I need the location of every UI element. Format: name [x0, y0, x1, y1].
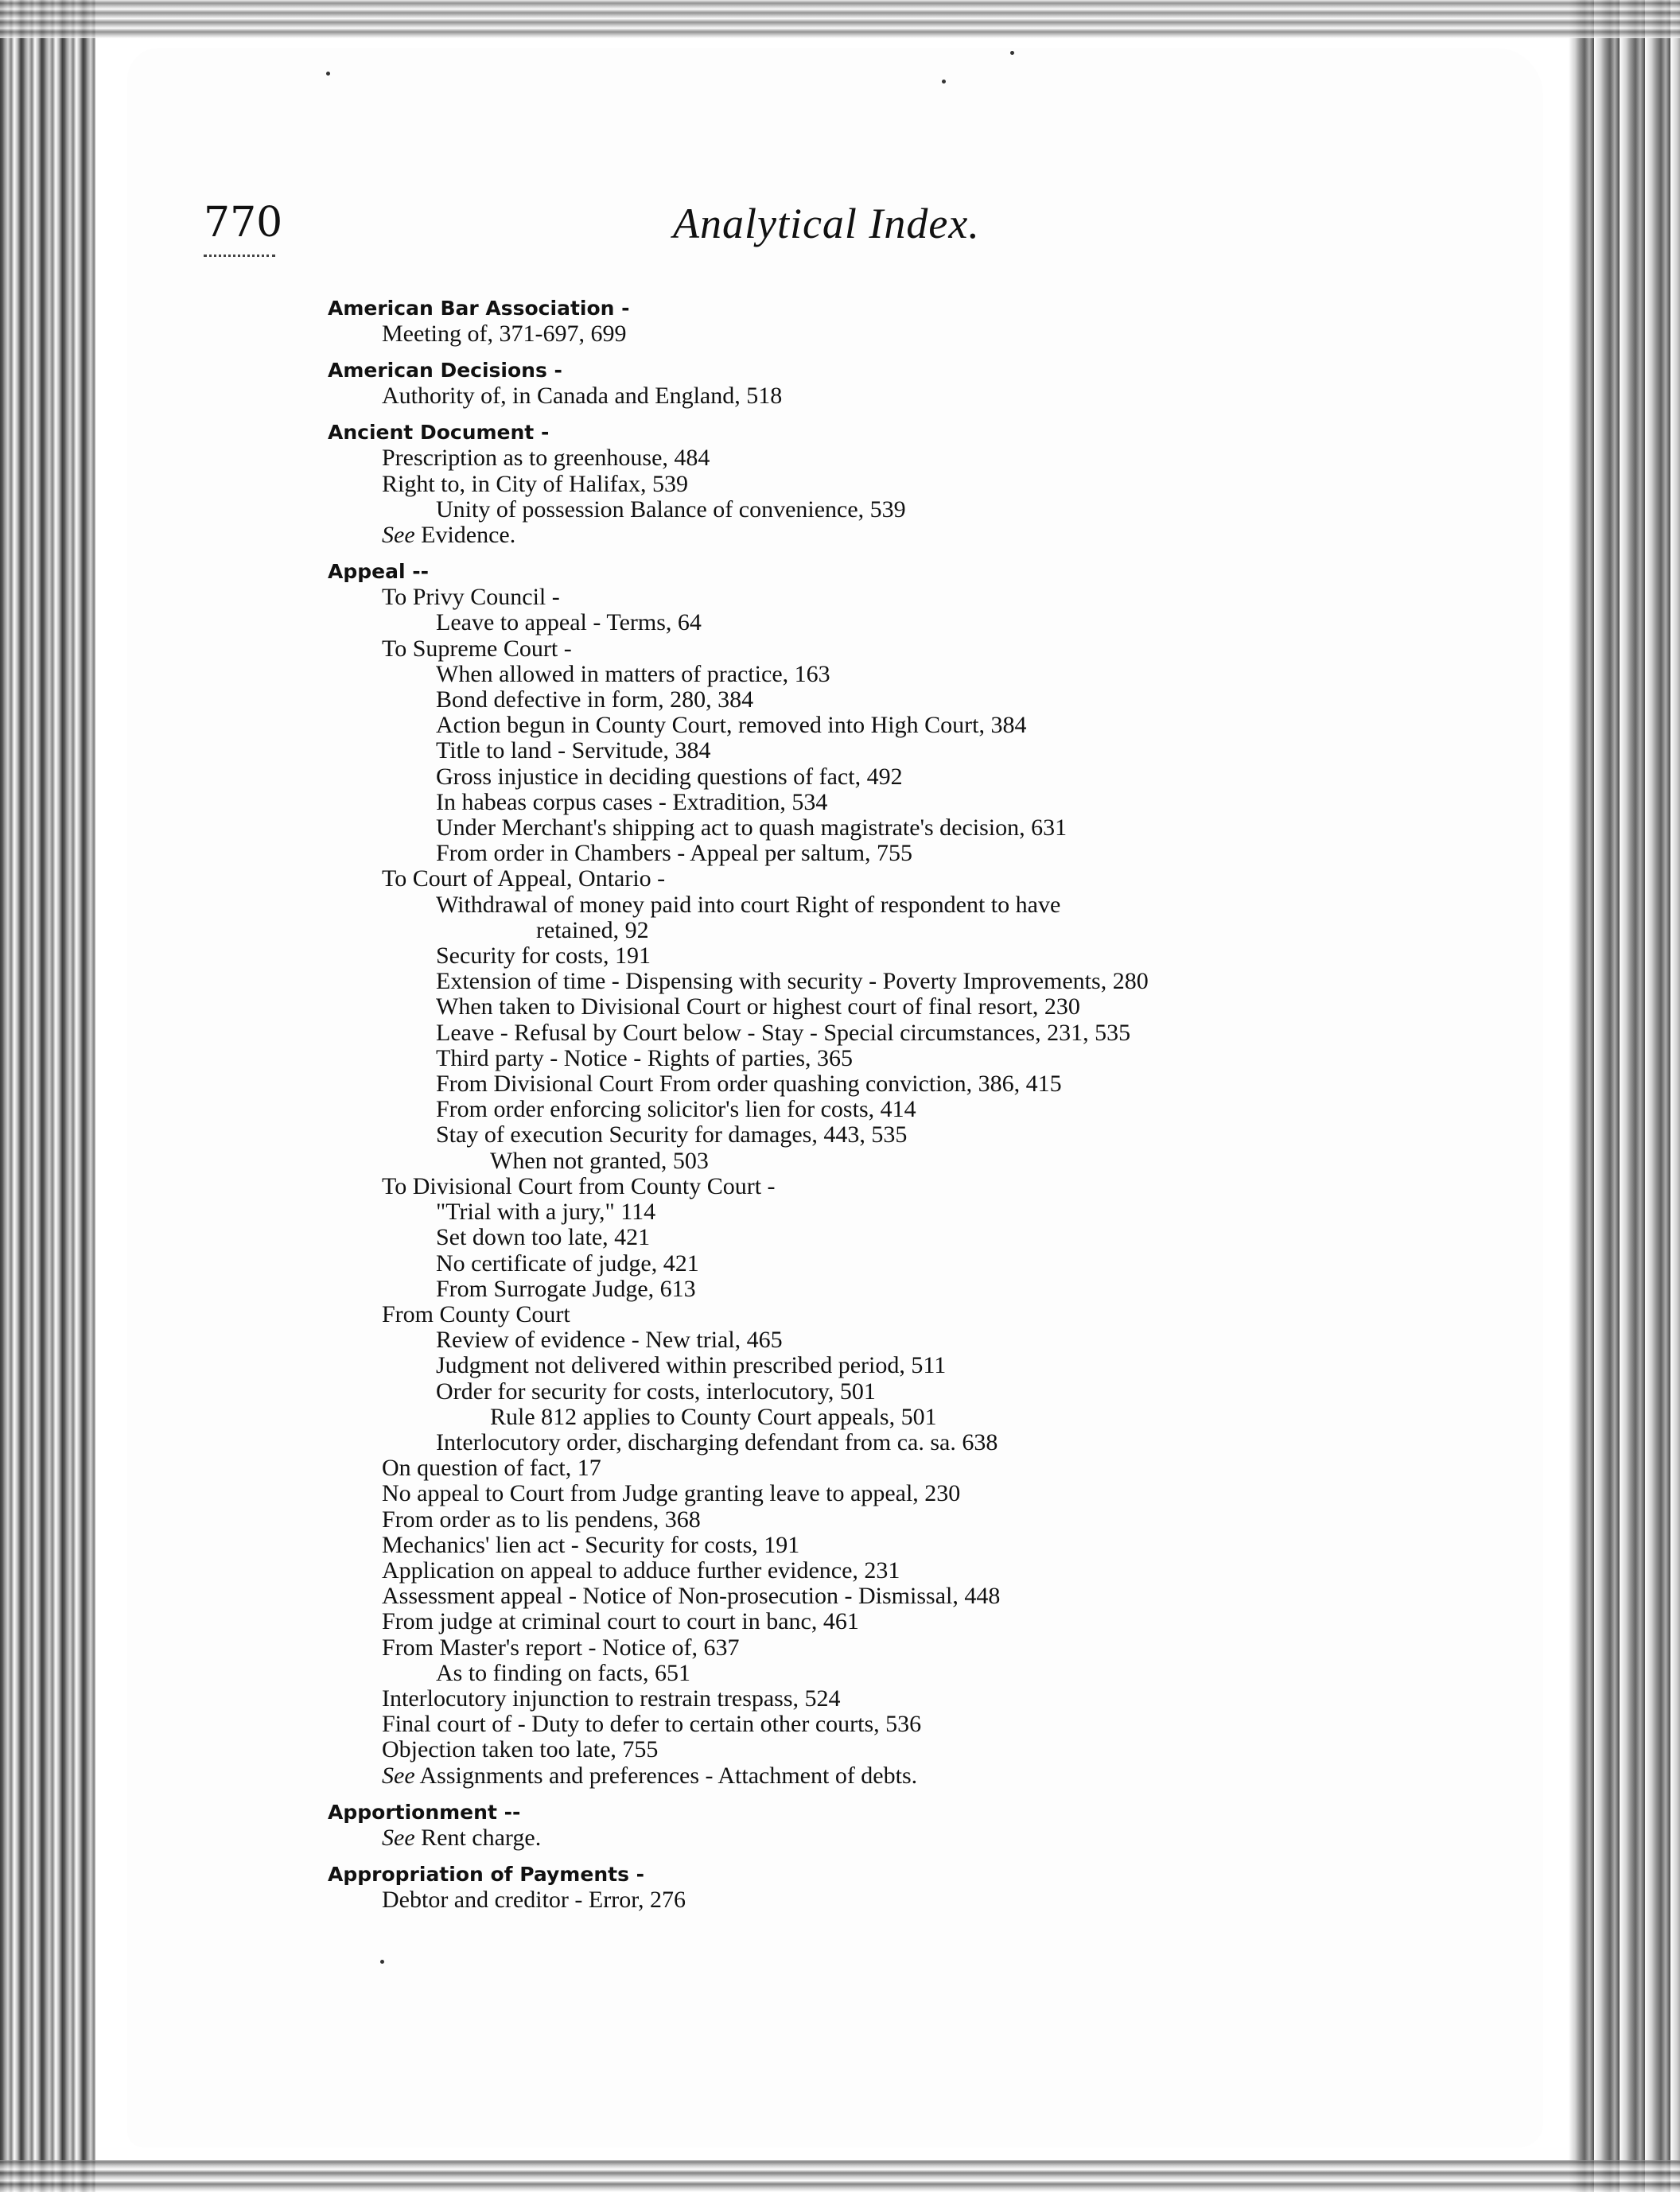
bottom-scan-edge — [0, 2160, 1680, 2192]
entry-line: From County Court — [382, 1300, 570, 1327]
entry-line: Unity of possession Balance of convenience, 539 — [436, 496, 906, 523]
entry-line: Assessment appeal - Notice of Non-prosecution - Dismissal, 448 — [382, 1583, 1001, 1610]
entry-line: Set down too late, 421 — [436, 1224, 651, 1251]
entry-line: As to finding on facts, 651 — [436, 1659, 690, 1686]
entry-line: When taken to Divisional Court or highest court of final resort, 230 — [436, 993, 1080, 1020]
entry-line: Review of evidence - New trial, 465 — [436, 1327, 783, 1354]
see-label: See — [382, 522, 415, 549]
index-entry — [328, 358, 1354, 409]
entry-line: From order in Chambers - Appeal per saltum, 755 — [436, 840, 913, 867]
entry-line: Interlocutory order, discharging defendant from ca. sa. 638 — [436, 1428, 998, 1456]
ink-speck — [942, 80, 946, 84]
index-entry — [328, 559, 1354, 1789]
entry-line: Bond defective in form, 280, 384 — [436, 686, 754, 713]
entry-line: To Supreme Court - — [382, 635, 572, 662]
entry-line: In habeas corpus cases - Extradition, 534 — [436, 788, 828, 815]
entry-line: From order enforcing solicitor's lien for costs, 414 — [436, 1096, 916, 1123]
see-target: Assignments and preferences - Attachment of debts. — [414, 1762, 918, 1789]
entry-line: Application on appeal to adduce further evidence, 231 — [382, 1557, 900, 1584]
entry-line: Interlocutory injunction to restrain trespass, 524 — [382, 1685, 841, 1712]
see-reference — [328, 1763, 1354, 1789]
header-rule — [204, 255, 275, 257]
entry-line: No certificate of judge, 421 — [436, 1250, 699, 1277]
entry-heading: Appropriation of Payments - — [328, 1862, 645, 1886]
see-label: See — [382, 1824, 415, 1851]
see-label: See — [382, 1762, 415, 1789]
entry-line: Security for costs, 191 — [436, 942, 651, 970]
index-entry — [328, 420, 1354, 548]
entry-line: To Privy Council - — [382, 584, 560, 611]
entry-line: Rule 812 applies to County Court appeals, 501 — [490, 1403, 937, 1430]
entry-line: "Trial with a jury," 114 — [436, 1199, 656, 1226]
entry-line: Gross injustice in deciding questions of fact, 492 — [436, 763, 903, 790]
see-target: Evidence. — [414, 522, 516, 549]
right-scan-edge — [1569, 0, 1680, 2192]
see-reference — [328, 1825, 1354, 1851]
entry-heading: Appeal -- — [328, 560, 429, 584]
entry-line: Third party - Notice - Rights of parties, 365 — [436, 1044, 854, 1071]
entry-line: Authority of, in Canada and England, 518 — [382, 383, 783, 410]
entry-line: From order as to lis pendens, 368 — [382, 1506, 701, 1533]
entry-line: From Surrogate Judge, 613 — [436, 1275, 696, 1302]
entry-line: When allowed in matters of practice, 163 — [436, 660, 830, 687]
entry-line: From Divisional Court From order quashing conviction, 386, 415 — [436, 1071, 1062, 1098]
ink-speck — [380, 1960, 384, 1964]
index-entry — [328, 1862, 1354, 1913]
index-entry — [328, 1800, 1354, 1851]
entry-line: Action begun in County Court, removed into High Court, 384 — [436, 712, 1027, 739]
entry-heading: Ancient Document - — [328, 421, 550, 445]
entry-line: Prescription as to greenhouse, 484 — [382, 445, 710, 472]
entry-heading: Apportionment -- — [328, 1800, 521, 1824]
index-entry — [328, 296, 1354, 347]
entry-line: From judge at criminal court to court in banc, 461 — [382, 1608, 859, 1635]
entry-line: When not granted, 503 — [490, 1147, 709, 1174]
entry-line: Under Merchant's shipping act to quash magistrate's decision, 631 — [436, 814, 1068, 841]
entry-line: Order for security for costs, interlocutory, 501 — [436, 1378, 876, 1405]
entry-line: Title to land - Servitude, 384 — [436, 737, 711, 764]
page-number: 770 — [204, 199, 283, 247]
entry-line: To Divisional Court from County Court - — [382, 1172, 776, 1199]
entry-line: Leave to appeal - Terms, 64 — [436, 609, 702, 636]
see-target: Rent charge. — [414, 1824, 542, 1851]
entry-line: Meeting of, 371-697, 699 — [382, 321, 627, 347]
entry-line: Extension of time - Dispensing with security - Poverty Improvements, 280 — [436, 968, 1149, 995]
top-scan-edge — [0, 0, 1680, 38]
entry-line: retained, 92 — [536, 916, 649, 943]
entry-line: No appeal to Court from Judge granting leave to appeal, 230 — [382, 1480, 961, 1507]
ink-speck — [326, 72, 330, 76]
running-title: Analytical Index. — [673, 200, 980, 247]
entry-line: Withdrawal of money paid into court Right of respondent to have — [436, 891, 1061, 918]
ink-speck — [1010, 51, 1014, 55]
see-reference — [328, 523, 1354, 548]
entry-line: To Court of Appeal, Ontario - — [382, 865, 666, 892]
entry-line: Objection taken too late, 755 — [382, 1736, 659, 1763]
entry-line: Mechanics' lien act - Security for costs, 191 — [382, 1531, 800, 1558]
index-body — [328, 296, 1354, 1913]
entry-heading: American Decisions - — [328, 359, 562, 383]
page-header — [204, 199, 1317, 278]
entry-line: Right to, in City of Halifax, 539 — [382, 470, 688, 497]
entry-line: On question of fact, 17 — [382, 1455, 601, 1482]
entry-heading: American Bar Association - — [328, 297, 630, 320]
entry-line: Leave - Refusal by Court below - Stay - Special circumstances, 231, 535 — [436, 1019, 1131, 1046]
entry-line: Debtor and creditor - Error, 276 — [382, 1886, 686, 1913]
entry-line: From Master's report - Notice of, 637 — [382, 1634, 740, 1661]
entry-line: Stay of execution Security for damages, 443, 535 — [436, 1121, 908, 1148]
left-scan-edge — [0, 0, 95, 2192]
entry-line: Judgment not delivered within prescribed period, 511 — [436, 1352, 947, 1379]
entry-line: Final court of - Duty to defer to certain other courts, 536 — [382, 1711, 922, 1738]
